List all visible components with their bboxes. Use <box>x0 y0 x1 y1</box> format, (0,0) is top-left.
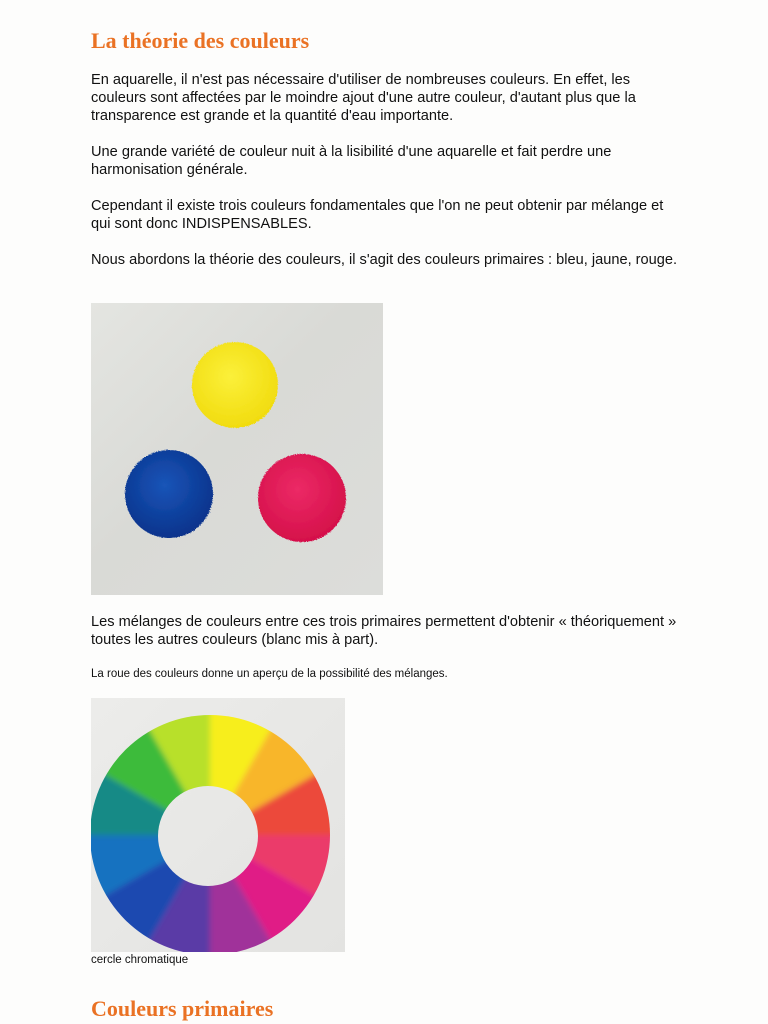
wheel-intro-text: La roue des couleurs donne un aperçu de la possibilité des mélanges. <box>91 668 448 680</box>
wheel-caption: cercle chromatique <box>91 954 189 966</box>
color-wheel-ring <box>91 705 340 952</box>
color-wheel-illustration <box>91 698 345 952</box>
section-title: Couleurs primaires <box>91 996 274 1021</box>
red-dot <box>258 454 346 542</box>
primary-colors-illustration <box>91 303 383 595</box>
primary-colors-photo <box>91 303 383 595</box>
yellow-dot <box>192 342 278 428</box>
color-wheel-photo <box>91 698 345 952</box>
paragraph-fundamental: Cependant il existe trois couleurs fondamentales que l'on ne peut obtenir par mélange et qui sont donc INDISPENSABLES. <box>91 198 664 232</box>
paragraph-mixing: Les mélanges de couleurs entre ces trois primaires permettent d'obtenir « théoriquement » toutes les autres couleurs (blanc mis à part). <box>91 614 677 648</box>
page-title: La théorie des couleurs <box>91 28 310 53</box>
paragraph-intro: En aquarelle, il n'est pas nécessaire d'utiliser de nombreuses couleurs. En effet, les couleurs sont affectées par le moindre ajout d'une autre couleur, d'autant plus que la transparence est grande et la quantité d'eau importante. <box>91 72 636 124</box>
paragraph-variety: Une grande variété de couleur nuit à la lisibilité d'une aquarelle et fait perdre une harmonisation générale. <box>91 144 612 178</box>
blue-dot <box>125 450 213 538</box>
paragraph-primaries: Nous abordons la théorie des couleurs, il s'agit des couleurs primaires : bleu, jaune, rouge. <box>91 252 678 268</box>
